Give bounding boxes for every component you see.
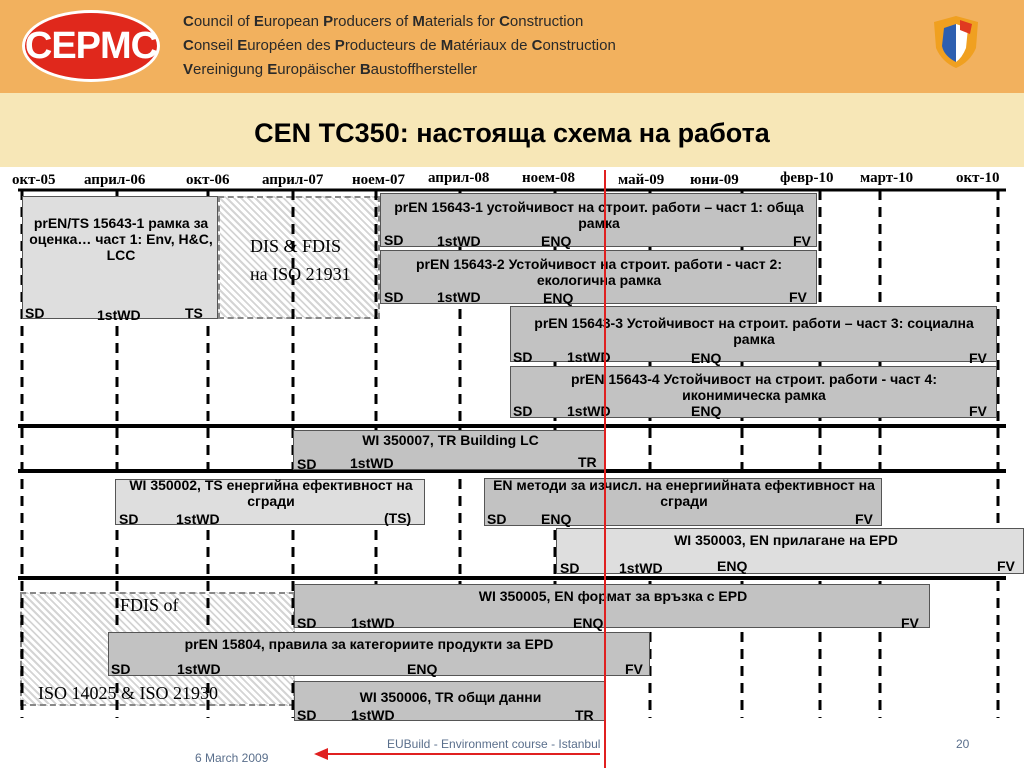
work-item-title: prEN 15643-1 устойчивост на строит. работи – част 1: обща рамка	[394, 199, 804, 231]
org-initial: P	[323, 13, 334, 30]
org-initial: B	[359, 61, 371, 78]
milestone-tr: TR	[578, 454, 597, 470]
milestone-enq: ENQ	[541, 511, 572, 527]
timeline-label: окт-06	[186, 172, 230, 188]
timeline-label: февр-10	[780, 170, 834, 186]
milestone-enq: ENQ	[691, 350, 722, 366]
work-item-title: prEN 15804, правила за категориите продукти за EPD	[184, 636, 554, 652]
fdis-label: FDIS of	[120, 595, 179, 615]
work-item-title: prEN 15643-2 Устойчивост на строит. работи - част 2: екологична рамка	[416, 256, 782, 288]
org-initial: E	[267, 61, 278, 78]
milestone-1stwd: 1stWD	[177, 661, 221, 677]
milestone-fv: FV	[793, 233, 811, 249]
work-item-title: WI 350005, EN формат за връзка с EPD	[478, 588, 748, 604]
dis-fdis-label: DIS & FDIS	[250, 236, 342, 256]
milestone-enq: ENQ	[717, 558, 748, 574]
milestone-enq: ENQ	[407, 661, 438, 677]
milestone-1stwd: 1stWD	[176, 511, 220, 527]
org-word: austoffhersteller	[370, 61, 478, 78]
org-word: ereinigung	[193, 61, 268, 78]
work-item-title: WI 350006, TR общи данни	[359, 689, 542, 705]
org-initial: P	[334, 37, 345, 54]
org-initial: E	[253, 13, 264, 30]
org-word: uropean	[263, 13, 324, 30]
milestone-sd: SD	[111, 661, 131, 677]
iso-21931-label: на ISO 21931	[250, 264, 351, 284]
milestone-sd: SD	[297, 707, 317, 723]
org-initial: C	[183, 13, 194, 30]
milestone-enq: ENQ	[543, 290, 574, 306]
milestone-sd: SD	[384, 232, 404, 248]
milestone-1stwd: 1stWD	[350, 455, 394, 471]
milestone-tr: TR	[575, 707, 594, 723]
timeline-label: март-10	[860, 170, 914, 186]
milestone-enq: ENQ	[541, 233, 572, 249]
milestone-sd: SD	[119, 511, 139, 527]
org-initial: C	[183, 37, 194, 54]
org-initial: M	[440, 37, 454, 54]
org-word: atériaux de	[453, 37, 532, 54]
milestone-enq: ENQ	[573, 615, 604, 631]
milestone-1stwd: 1stWD	[567, 403, 611, 419]
work-item-title: EN методи за изчисл. на енергиийната ефективност на сгради	[493, 477, 875, 509]
work-item-title: WI 350007, TR Building LC	[362, 432, 539, 448]
org-word: onseil	[193, 37, 238, 54]
footer-course: EUBuild - Environment course - Istanbul	[387, 737, 601, 751]
org-word: onstruction	[509, 13, 584, 30]
milestone-sd: SD	[384, 289, 404, 305]
page-title: CEN TC350: настояща схема на работа	[254, 118, 770, 148]
org-initial: V	[183, 61, 194, 78]
work-item-title: WI 350003, EN прилагане на EPD	[674, 532, 898, 548]
page-number: 20	[956, 737, 970, 751]
org-initial: E	[237, 37, 248, 54]
org-initial: C	[499, 13, 510, 30]
org-word: aterials for	[424, 13, 500, 30]
milestone-sd: SD	[487, 511, 507, 527]
timeline-label: окт-10	[956, 170, 1000, 186]
org-initial: M	[412, 13, 425, 30]
timeline-label: ноем-08	[522, 170, 576, 186]
milestone-sd: SD	[297, 615, 317, 631]
org-word: roducers of	[333, 13, 413, 30]
timeline-label: окт-05	[12, 172, 56, 188]
work-item-title: prEN/TS 15643-1 рамка за оценка… част 1: Env, H&C, LCC	[29, 215, 213, 263]
footer-date: 6 March 2009	[195, 751, 269, 765]
milestone-fv: FV	[901, 615, 919, 631]
timeline-label: юни-09	[690, 172, 739, 188]
timeline-label: април-07	[262, 172, 324, 188]
milestone-sd: SD	[25, 305, 45, 321]
milestone-fv: FV	[997, 558, 1015, 574]
milestone-ts: TS	[185, 305, 203, 321]
timeline-label: април-06	[84, 172, 146, 188]
timeline-label: май-09	[618, 172, 665, 188]
milestone-enq: ENQ	[691, 403, 722, 419]
milestone-fv: FV	[969, 403, 987, 419]
milestone-fv: FV	[789, 289, 807, 305]
work-item-title: prEN 15643-3 Устойчивост на строит. работи – част 3: социална рамка	[534, 315, 974, 347]
org-word: roducteurs de	[344, 37, 441, 54]
milestone-sd: SD	[560, 560, 580, 576]
org-word: onstruction	[542, 37, 616, 54]
org-word: uropéen des	[247, 37, 335, 54]
milestone-sd: SD	[513, 349, 533, 365]
milestone-sd: SD	[513, 403, 533, 419]
milestone-ts: (TS)	[384, 510, 412, 526]
org-word: ouncil of	[193, 13, 254, 30]
timeline-label: ноем-07	[352, 172, 406, 188]
milestone-fv: FV	[855, 511, 873, 527]
timeline-label: април-08	[428, 170, 490, 186]
iso-14025-21930-label: ISO 14025 & ISO 21930	[38, 683, 219, 703]
milestone-1stwd: 1stWD	[619, 560, 663, 576]
work-item-title: prEN 15643-4 Устойчивост на строит. работи - част 4: иконимическа рамка	[571, 371, 937, 403]
milestone-fv: FV	[625, 661, 643, 677]
milestone-fv: FV	[969, 350, 987, 366]
milestone-1stwd: 1stWD	[437, 233, 481, 249]
milestone-1stwd: 1stWD	[351, 707, 395, 723]
milestone-1stwd: 1stWD	[437, 289, 481, 305]
milestone-1stwd: 1stWD	[97, 307, 141, 323]
milestone-1stwd: 1stWD	[351, 615, 395, 631]
milestone-sd: SD	[297, 456, 317, 472]
milestone-1stwd: 1stWD	[567, 349, 611, 365]
org-word: uropäischer	[277, 61, 360, 78]
cepmc-logo: CEPMC	[22, 10, 160, 82]
org-initial: C	[531, 37, 543, 54]
work-item-title: WI 350002, TS енергийна ефективност на сгради	[129, 477, 413, 509]
